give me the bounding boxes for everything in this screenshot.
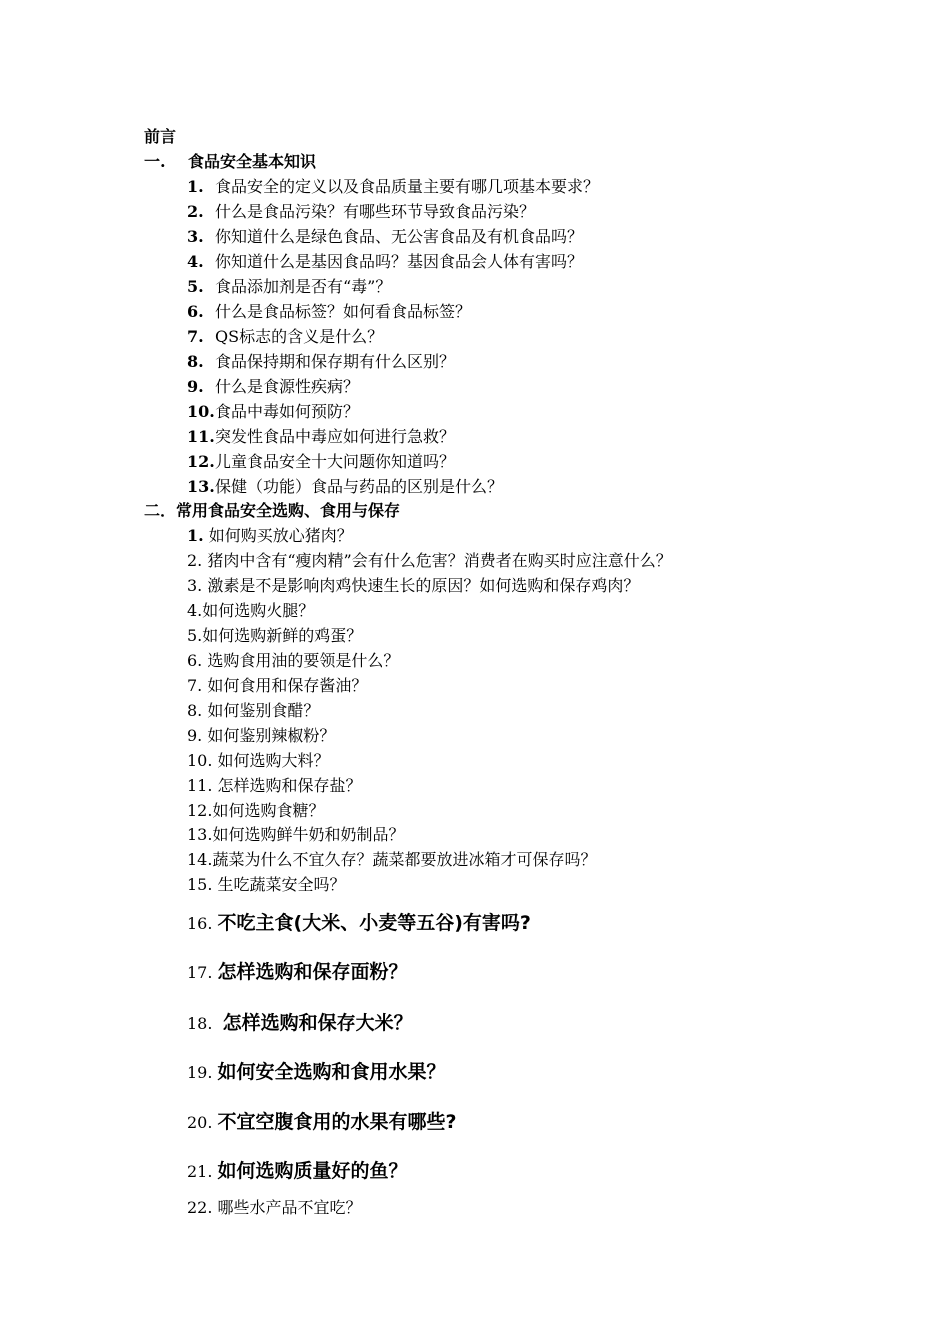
- list-item: 7. QS标志的含义是什么？: [187, 327, 384, 346]
- list-item: 19. 如何安全选购和食用水果？: [187, 1061, 446, 1083]
- list-item: 1. 食品安全的定义以及食品质量主要有哪几项基本要求？: [187, 177, 600, 196]
- list-item: 3. 你知道什么是绿色食品、无公害食品及有机食品吗？: [187, 227, 584, 246]
- list-item: 8. 如何鉴别食醋？: [187, 701, 320, 720]
- list-item: 10.食品中毒如何预防？: [187, 402, 360, 421]
- section1-heading: [144, 152, 316, 172]
- list-item: 16. 不吃主食(大米、小麦等五谷)有害吗?: [187, 912, 531, 934]
- list-item: 2. 猪肉中含有“瘦肉精”会有什么危害？消费者在购买时应注意什么？: [187, 551, 672, 570]
- list-item: 6. 选购食用油的要领是什么？: [187, 651, 400, 670]
- list-item: 4. 你知道什么是基因食品吗？基因食品会人体有害吗？: [187, 252, 584, 271]
- list-item: 10. 如何选购大料？: [187, 751, 330, 770]
- list-item: 9. 如何鉴别辣椒粉？: [187, 726, 336, 745]
- section1-number: 一.: [144, 152, 166, 171]
- list-item: 18. 怎样选购和保存大米？: [187, 1012, 413, 1034]
- list-item: 5. 食品添加剂是否有“毒”？: [187, 277, 392, 296]
- list-item: 1. 如何购买放心猪肉？: [187, 526, 353, 545]
- list-item: 5.如何选购新鲜的鸡蛋？: [187, 626, 363, 645]
- preface-heading: 前言: [144, 127, 177, 146]
- list-item: 4.如何选购火腿？: [187, 601, 315, 620]
- section2-heading: 二．常用食品安全选购、食用与保存: [144, 501, 401, 520]
- list-item: 3. 激素是不是影响肉鸡快速生长的原因？如何选购和保存鸡肉？: [187, 576, 640, 595]
- list-item: 9. 什么是食源性疾病？: [187, 377, 360, 396]
- list-item: 14.蔬菜为什么不宜久存？蔬菜都要放进冰箱才可保存吗？: [187, 850, 597, 869]
- list-item: 20. 不宜空腹食用的水果有哪些?: [187, 1111, 457, 1133]
- section1-title: 食品安全基本知识: [188, 152, 317, 171]
- list-item: 17. 怎样选购和保存面粉？: [187, 961, 408, 983]
- list-item: 12.如何选购食糖？: [187, 801, 325, 820]
- list-item: 22. 哪些水产品不宜吃？: [187, 1198, 362, 1217]
- list-item: 7. 如何食用和保存酱油？: [187, 676, 368, 695]
- list-item: 15. 生吃蔬菜安全吗？: [187, 875, 346, 894]
- list-item: 13.如何选购鲜牛奶和奶制品？: [187, 825, 405, 844]
- list-item: 8. 食品保持期和保存期有什么区别？: [187, 352, 456, 371]
- list-item: 13.保健（功能）食品与药品的区别是什么？: [187, 477, 504, 496]
- list-item: 11. 怎样选购和保存盐？: [187, 776, 362, 795]
- list-item: 6. 什么是食品标签？如何看食品标签？: [187, 302, 472, 321]
- list-item: 11.突发性食品中毒应如何进行急救？: [187, 427, 456, 446]
- list-item: 12.儿童食品安全十大问题你知道吗？: [187, 452, 456, 471]
- list-item: 2. 什么是食品污染？有哪些环节导致食品污染？: [187, 202, 536, 221]
- list-item: 21. 如何选购质量好的鱼？: [187, 1160, 408, 1182]
